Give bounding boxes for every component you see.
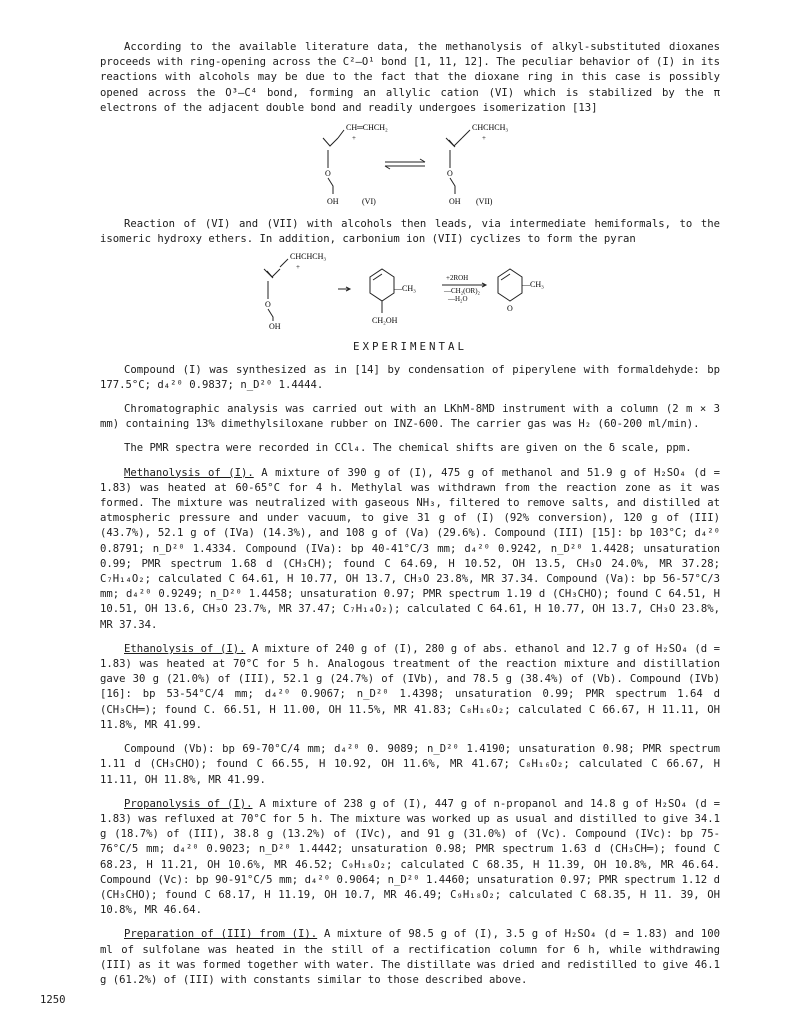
bond-line bbox=[450, 178, 455, 194]
ethanolysis-paragraph bbox=[100, 642, 720, 733]
vii-hydroxyl: OH bbox=[449, 197, 461, 207]
bond-line bbox=[462, 130, 470, 138]
hydroxymethyl-label: CH₂OH bbox=[372, 316, 398, 326]
preparation-text: A mixture of 98.5 g of (I), 3.5 g of H₂SO₄ (d = 1.83) and 100 ml of sulfolane was heated in the still of a rectification column for 6 h, while withdrawing (III) as it was formed together with water. The distillate was dried and redistilled to give 46.1 g (61.2%) of (III) with constants similar to those described above. bbox=[100, 928, 720, 986]
condition-alcohol: +2ROH bbox=[446, 274, 469, 283]
cyclization-scheme bbox=[100, 247, 720, 331]
synthesis-paragraph: Compound (I) was synthesized as in [14] by condensation of piperylene with formaldehyde: bp 177.5°C; d₄²⁰ 0.9837; n_D²⁰ 1.4444. bbox=[100, 363, 720, 391]
section-heading: EXPERIMENTAL bbox=[352, 340, 467, 354]
bond-line bbox=[323, 138, 338, 146]
forward-arrow bbox=[385, 159, 425, 162]
bond-line bbox=[328, 178, 333, 194]
vii-charge: + bbox=[482, 134, 486, 143]
compound-vb-paragraph: Compound (Vb): bp 69-70°C/4 mm; d₄²⁰ 0. 9089; n_D²⁰ 1.4190; unsaturation 0.98; PMR spectrum 1.11 d (CH₃CHO); found C 66.55, H 10.92, OH 11.6%, MR 41.67; C₈H₁₆O₂; calculated C 66.67, H 11.11, OH 11.8%, MR 41.99. bbox=[100, 743, 720, 786]
cation-charge: + bbox=[296, 263, 300, 272]
cation-top-label: CHCHCH₃ bbox=[290, 252, 327, 262]
condition-water: —H₂O bbox=[448, 295, 468, 304]
vi-top-label: CH═CHCH₂ bbox=[346, 123, 388, 133]
propanolysis-title: Propanolysis of (I). bbox=[124, 797, 253, 810]
bond-line bbox=[446, 138, 462, 147]
methanolysis-paragraph bbox=[100, 466, 720, 633]
propanolysis-paragraph bbox=[100, 797, 720, 919]
reverse-arrow bbox=[385, 166, 425, 169]
vi-label: (VI) bbox=[362, 197, 376, 207]
double-bond bbox=[501, 274, 510, 280]
reaction-arrow bbox=[338, 287, 350, 291]
chromatography-paragraph: Chromatographic analysis was carried out with an LKhM-8MD instrument with a column (2 m × 3 mm) containing 13% dimethylsiloxane rubber on INZ-600. The carrier gas was H₂ (60-200 ml/min). bbox=[100, 403, 720, 431]
vi-hydroxyl: OH bbox=[327, 197, 339, 207]
cation-hydroxyl: OH bbox=[269, 322, 281, 332]
pmr-paragraph: The PMR spectra were recorded in CCl₄. The chemical shifts are given on the δ scale, ppm. bbox=[124, 442, 692, 455]
cyclization-paragraph: Reaction of (VI) and (VII) with alcohols then leads, via intermediate hemiformals, to the isomeric hydroxy ethers. In addition, carbonium ion (VII) cyclizes to form the pyran bbox=[100, 218, 720, 246]
methanolysis-title: Methanolysis of (I). bbox=[124, 466, 254, 479]
bond-line bbox=[264, 269, 280, 278]
pyran-oxygen: O bbox=[507, 304, 513, 314]
intro-paragraph: According to the available literature data, the methanolysis of alkyl-substituted dioxanes proceeds with ring-opening across the C²—O¹ bond [1, 11, 12]. The peculiar behavior of (I) in its reactions with alcohols may be due to the fact that the dioxane ring in this case is possibly opened across the O³—C⁴ bond, forming an allylic cation (VI) which is stabilized by the π electrons of the adjacent double bond and readily undergoes isomerization [13] bbox=[100, 41, 720, 114]
double-bond bbox=[373, 274, 382, 280]
methanolysis-text: A mixture of 390 g of (I), 475 g of methanol and 51.9 g of H₂SO₄ (d = 1.83) was heated at 60-65°C for 4 h. Methylal was withdrawn from the reaction zone as it was formed. The mixture was neutralized with gaseous NH₃, filtered to remove salts, and distilled at atmospheric pressure and under vacuum, to give 31 g of (I) (92% conversion), 120 g of (III) (43.7%), 52.1 g of (IVa) (14.3%), and 108 g of (Va) (29.6%). Compound (III) [15]: bp 103°C; d₄²⁰ 0.8791; n_D²⁰ 1.4334. Compound (IVa): bp 40-41°C/3 mm; d₄²⁰ 0.9242, n_D²⁰ 1.4428; unsaturation 0.99; PMR spectrum 1.68 d (CH₃CH); found C 64.69, H 10.52, OH 13.5, CH₃O 24.0%, MR 37.28; C₇H₁₄O₂; calculated C 64.61, H 10.77, OH 13.7, CH₃O 23.8%, MR 37.34. Compound (Va): bp 56-57°C/3 mm; d₄²⁰ 0.9249; n_D²⁰ 1.4458; unsaturation 0.97; PMR spectrum 1.19 d (CH₃CHO); found C 64.51, H 10.51, OH 13.6, CH₃O 23.7%, MR 37.47; C₇H₁₄O₂); calculated C 64.61, H 10.77, OH 13.7, CH₃O 23.8%, MR 37.34. bbox=[100, 466, 720, 631]
isomerization-scheme bbox=[100, 116, 720, 208]
vii-top-label: CHCHCH₃ bbox=[472, 123, 509, 133]
ethanolysis-title: Ethanolysis of (I). bbox=[124, 642, 246, 655]
ethanolysis-text: A mixture of 240 g of (I), 280 g of abs. ethanol and 12.7 g of H₂SO₄ (d = 1.83) was heated at 70°C for 5 h. Analogous treatment of the reaction mixture and distillation gave 30 g (21.0%) of (III), 52.1 g (24.7%) of (IVb), and 78.5 g (38.4%) of (Vb). Compound (IVb) [16]: bp 53-54°C/4 mm; d₄²⁰ 0.9067; n_D²⁰ 1.4398; unsaturation 0.99; PMR spectrum 1.64 d (CH₃CH═); found C. 66.51, H 11.00, OH 11.5%, MR 41.83; C₈H₁₆O₂; calculated C 66.67, H 11.11, OH 11.8%, MR 41.99. bbox=[100, 642, 720, 731]
article-body bbox=[100, 40, 720, 988]
cation-oxygen: O bbox=[265, 300, 271, 310]
methyl-label-b: —CH₃ bbox=[522, 280, 544, 290]
propanolysis-text: A mixture of 238 g of (I), 447 g of n-propanol and 14.8 g of H₂SO₄ (d = 1.83) was refluxed at 70°C for 5 h. The mixture was worked up as usual and distilled to give 34.1 g (18.7%) of (III), 38.8 g (13.2%) of (IVc), and 91 g (31.0%) of (Vc). Compound (IVc): bp 75-76°C/5 mm; d₄²⁰ 0.9023; n_D²⁰ 1.4442; unsaturation 0.98; PMR spectrum 1.63 d (CH₃CH═); found C 68.23, H 11.21, OH 10.6%, MR 46.52; C₉H₁₈O₂; calculated C 68.35, H 11.39, OH 10.8%, MR 46.64. Compound (Vc): bp 90-91°C/5 mm; d₄²⁰ 0.9064; n_D²⁰ 1.4460; unsaturation 0.97; PMR spectrum 1.12 d (CH₃CHO); found C 68.17, H 11.19, OH 10.7, MR 46.49; C₉H₁₈O₂; calculated C 68.35, H 11. 39, OH 10.8%, MR 46.64. bbox=[100, 797, 720, 917]
methyl-label-a: —CH₃ bbox=[394, 284, 416, 294]
scheme-1-svg bbox=[100, 116, 720, 208]
preparation-title: Preparation of (III) from (I). bbox=[124, 928, 318, 941]
vi-charge: + bbox=[352, 134, 356, 143]
bond-line bbox=[338, 130, 344, 138]
condition-acetal: —CH₂(OR)₂ bbox=[444, 287, 480, 296]
scheme-2-svg bbox=[100, 247, 720, 331]
vii-label: (VII) bbox=[476, 197, 493, 207]
pyran-ring bbox=[370, 269, 394, 301]
bond-line bbox=[268, 309, 273, 321]
bond-line bbox=[280, 259, 288, 267]
pyran-ring bbox=[498, 269, 522, 301]
preparation-paragraph bbox=[100, 927, 720, 988]
vii-oxygen: O bbox=[447, 169, 453, 179]
vi-oxygen: O bbox=[325, 169, 331, 179]
page-number: 1250 bbox=[40, 994, 66, 1006]
